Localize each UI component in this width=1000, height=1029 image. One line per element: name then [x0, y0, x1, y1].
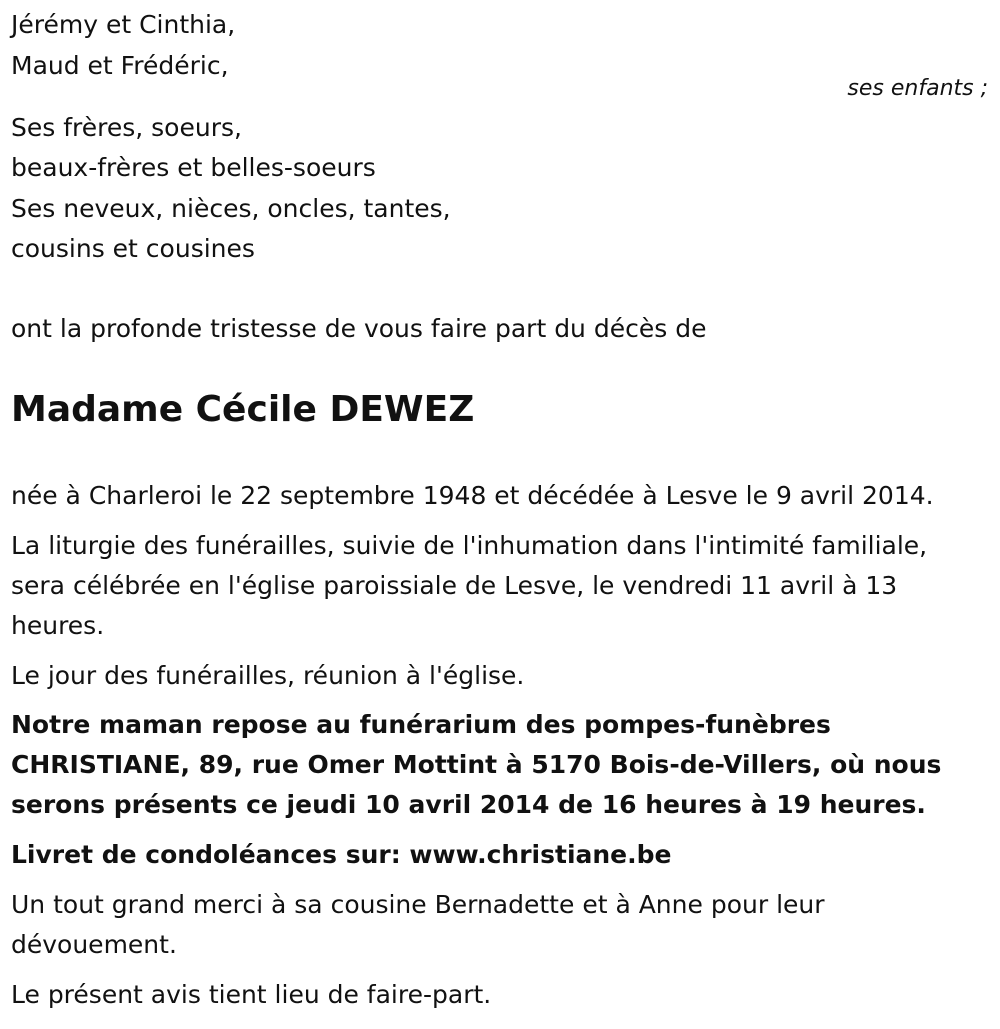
- deceased-name: Madame Cécile DEWEZ: [11, 389, 475, 430]
- condolences-text: Livret de condoléances sur: www.christiane.be: [11, 840, 672, 869]
- relatives-line-3: Ses neveux, nièces, oncles, tantes,: [11, 194, 451, 223]
- children-line-1: Jérémy et Cinthia,: [11, 10, 236, 39]
- relatives-line-4: cousins et cousines: [11, 234, 255, 263]
- funeral-home-line-3: serons présents ce jeudi 10 avril 2014 de 16 heures à 19 heures.: [11, 790, 926, 819]
- announcement-text: ont la profonde tristesse de vous faire part du décès de: [11, 314, 707, 343]
- liturgy-line-3: heures.: [11, 611, 105, 640]
- birth-death-text: née à Charleroi le 22 septembre 1948 et décédée à Lesve le 9 avril 2014.: [11, 481, 934, 510]
- closing-text: Le présent avis tient lieu de faire-part.: [11, 980, 492, 1009]
- relatives-line-2: beaux-frères et belles-soeurs: [11, 153, 376, 182]
- children-role: ses enfants ;: [847, 76, 988, 101]
- meeting-text: Le jour des funérailles, réunion à l'église.: [11, 661, 525, 690]
- relatives-line-1: Ses frères, soeurs,: [11, 113, 242, 142]
- funeral-home-line-2: CHRISTIANE, 89, rue Omer Mottint à 5170 Bois-de-Villers, où nous: [11, 750, 942, 779]
- liturgy-line-1: La liturgie des funérailles, suivie de l'inhumation dans l'intimité familiale,: [11, 531, 928, 560]
- thanks-line-1: Un tout grand merci à sa cousine Bernadette et à Anne pour leur: [11, 890, 825, 919]
- children-line-2: Maud et Frédéric,: [11, 51, 229, 80]
- funeral-home-line-1: Notre maman repose au funérarium des pompes-funèbres: [11, 710, 831, 739]
- thanks-line-2: dévouement.: [11, 930, 177, 959]
- liturgy-line-2: sera célébrée en l'église paroissiale de Lesve, le vendredi 11 avril à 13: [11, 571, 898, 600]
